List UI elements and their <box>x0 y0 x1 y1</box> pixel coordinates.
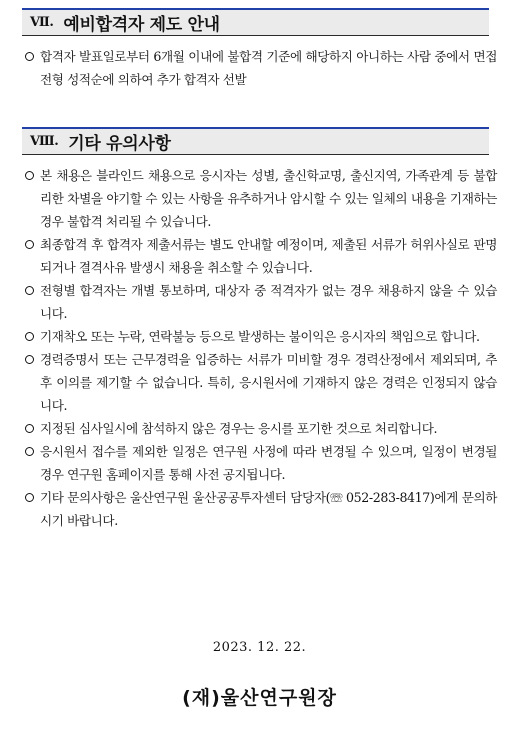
bullet-icon <box>25 493 34 502</box>
bullet-icon <box>25 240 34 249</box>
section-7-numeral: Ⅶ. <box>30 15 54 30</box>
bullet-icon <box>25 171 34 180</box>
list-item: 본 채용은 블라인드 채용으로 응시자는 성별, 출신학교명, 출신지역, 가족관계 등 불합리한 차별을 야기할 수 있는 사항을 유추하거나 암시할 수 있는 일체의 내용을 기재하는 경우 불합격 처리될 수 있습니다. <box>24 164 497 233</box>
bullet-icon <box>25 286 34 295</box>
bullet-icon <box>25 447 34 456</box>
list-item: 합격자 발표일로부터 6개월 이내에 불합격 기준에 해당하지 아니하는 사람 중에서 면접전형 성적순에 의하여 추가 합격자 선발 <box>24 45 497 91</box>
bullet-icon <box>25 355 34 364</box>
bullet-icon <box>25 52 34 61</box>
list-item: 최종합격 후 합격자 제출서류는 별도 안내할 예정이며, 제출된 서류가 허위사실로 판명되거나 결격사유 발생시 채용을 취소할 수 있습니다. <box>24 233 497 279</box>
issue-date: 2023. 12. 22. <box>212 640 307 655</box>
section-8-header <box>22 127 489 155</box>
bullet-icon <box>25 332 34 341</box>
list-item: 응시원서 접수를 제외한 일정은 연구원 사정에 따라 변경될 수 있으며, 일정이 변경될 경우 연구원 홈페이지를 통해 사전 공지됩니다. <box>24 440 497 486</box>
list-item: 기재착오 또는 누락, 연락불능 등으로 발생하는 불이익은 응시자의 책임으로 합니다. <box>24 325 497 348</box>
section-8-numeral: Ⅷ. <box>30 134 59 149</box>
section-7-list <box>24 45 497 91</box>
section-7-title: 예비합격자 제도 안내 <box>63 15 220 35</box>
issuer-signature: (재)울산연구원장 <box>182 687 337 709</box>
list-item: 경력증명서 또는 근무경력을 입증하는 서류가 미비할 경우 경력산정에서 제외되며, 추후 이의를 제기할 수 없습니다. 특히, 응시원서에 기재하지 않은 경력은 인정되지 않습니다. <box>24 348 497 417</box>
section-8-list <box>24 164 497 532</box>
list-item: 기타 문의사항은 울산연구원 울산공공투자센터 담당자(☏ 052-283-8417)에게 문의하시기 바랍니다. <box>24 486 497 532</box>
list-item: 지정된 심사일시에 참석하지 않은 경우는 응시를 포기한 것으로 처리합니다. <box>24 417 497 440</box>
section-7-header <box>22 8 489 36</box>
section-8-title: 기타 유의사항 <box>68 134 171 154</box>
bullet-icon <box>25 424 34 433</box>
list-item: 전형별 합격자는 개별 통보하며, 대상자 중 적격자가 없는 경우 채용하지 않을 수 있습니다. <box>24 279 497 325</box>
